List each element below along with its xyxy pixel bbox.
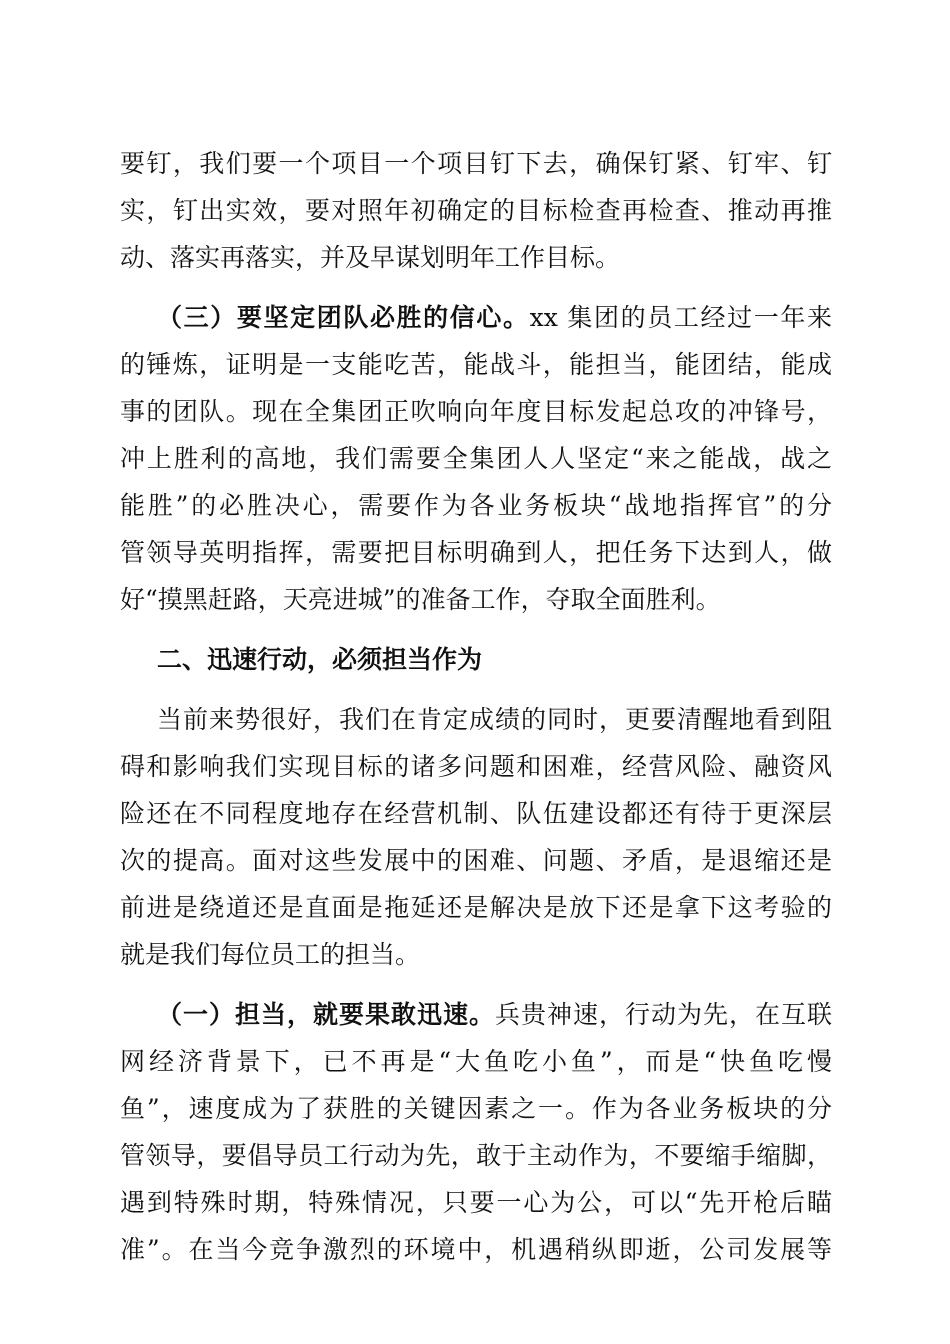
text-line: 次的提高。面对这些发展中的困难、问题、矛盾，是退缩还是: [120, 846, 832, 875]
text-line: 当前来势很好，我们在肯定成绩的同时，更要清醒地看到阻: [157, 705, 832, 734]
text-line: 的锤炼，证明是一支能吃苦，能战斗，能担当，能团结，能成: [120, 350, 832, 379]
text-line: 准”。在当今竞争激烈的环境中，机遇稍纵即逝，公司发展等: [120, 1235, 832, 1264]
text-line: 管领导，要倡导员工行动为先，敢于主动作为，不要缩手缩脚，: [120, 1141, 832, 1170]
text-line: 遇到特殊时期，特殊情况，只要一心为公，可以“先开枪后瞄: [120, 1188, 832, 1217]
paragraph: [120, 294, 832, 623]
text-line: 前进是绕道还是直面是拖延还是解决是放下还是拿下这考验的: [120, 893, 832, 922]
text-line: 要钉，我们要一个项目一个项目钉下去，确保钉紧、钉牢、钉: [120, 149, 832, 178]
text-line: 管领导英明指挥，需要把目标明确到人，把任务下达到人，做: [120, 538, 832, 567]
text-line: 网经济背景下，已不再是“大鱼吃小鱼”，而是“快鱼吃慢: [120, 1047, 832, 1076]
text-line: [120, 991, 832, 1038]
text-line: 动、落实再落实，并及早谋划明年工作目标。: [120, 243, 621, 272]
document-body: [120, 140, 832, 1273]
text-line: 就是我们每位员工的担当。: [120, 940, 421, 969]
text-line: 险还在不同程度地存在经营机制、队伍建设都还有待于更深层: [120, 799, 832, 828]
paragraph: [120, 991, 832, 1273]
section-heading: 二、迅速行动，必须担当作为: [157, 645, 483, 674]
text-line: 事的团队。现在全集团正吹响向年度目标发起总攻的冲锋号，: [120, 397, 832, 426]
text-line: [120, 294, 832, 341]
paragraph: [120, 140, 832, 281]
text-line: 好“摸黑赶路，天亮进城”的准备工作，夺取全面胜利。: [120, 585, 721, 614]
paragraph: [120, 696, 832, 978]
paragraph-lead-bold: （一）担当，就要果敢迅速。: [157, 1000, 495, 1029]
text-line: 冲上胜利的高地，我们需要全集团人人坚定“来之能战，战之: [120, 444, 832, 473]
text-line: 能胜”的必胜决心，需要作为各业务板块“战地指挥官”的分: [120, 491, 832, 520]
text-span: 兵贵神速，行动为先，在互联: [495, 1000, 832, 1029]
text-line: 实，钉出实效，要对照年初确定的目标检查再检查、推动再推: [120, 196, 832, 225]
text-line: 碍和影响我们实现目标的诸多问题和困难，经营风险、融资风: [120, 752, 832, 781]
paragraph-lead-bold: （三）要坚定团队必胜的信心。: [157, 303, 530, 332]
text-line: 鱼”，速度成为了获胜的关键因素之一。作为各业务板块的分: [120, 1094, 832, 1123]
text-span: xx 集团的员工经过一年来: [529, 303, 832, 332]
